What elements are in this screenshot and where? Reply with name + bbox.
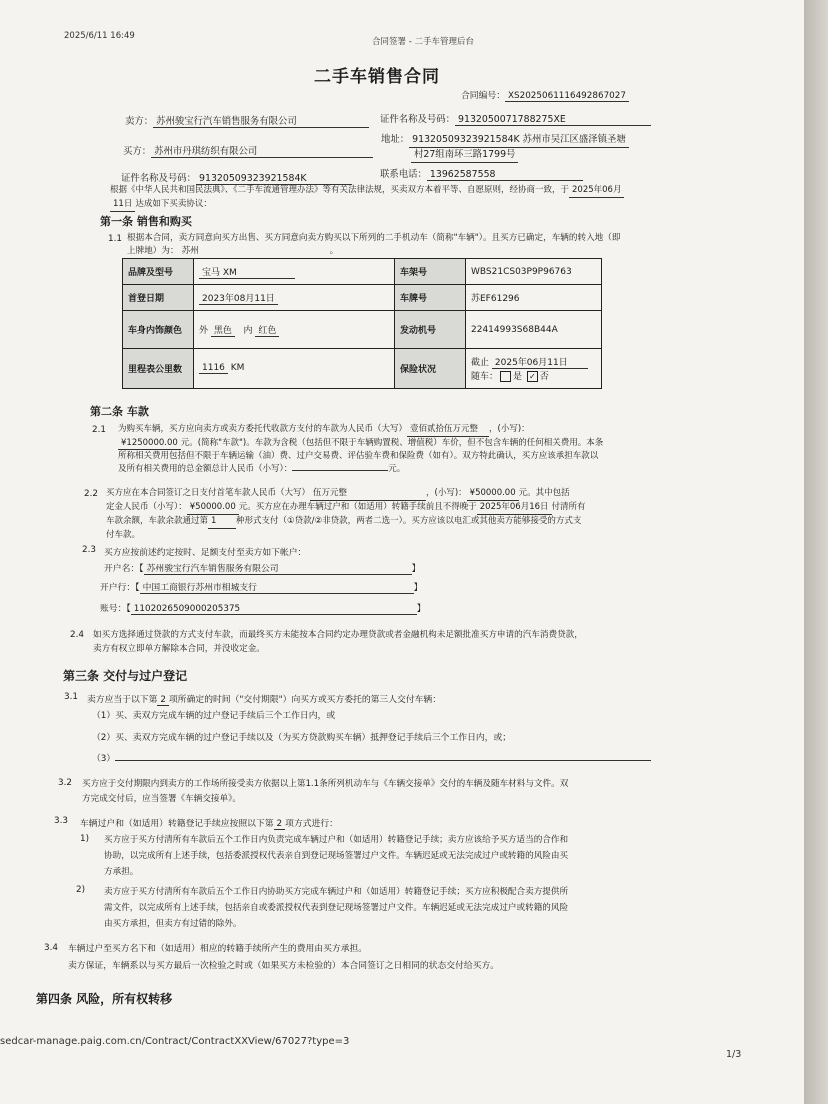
insurance-date: 2025年06月11日 [492,355,588,369]
delivery-option-3: （3） [92,748,651,764]
clause-2-4: 如买方选择通过贷款的方式支付车款，而最终买方未能按本合同约定办理贷款或者金融机构未足额批准买方申请的汽车消费贷款， 卖方有权立即单方解除本合同，并没收定金。 [93,630,583,654]
vin-value: WBS21CS03P9P96763 [466,259,602,285]
clause-2-2-number: 2.2 [84,489,98,499]
plate-value: 苏EF61296 [466,285,602,311]
deposit-amount: ¥50000.00 [187,501,239,515]
vin-label: 车架号 [395,259,466,285]
page-number: 1/3 [726,1049,742,1060]
account-number-row: 账号：【 1102026509000205375 】 [100,604,426,614]
checkbox-no-checked: ✓ [527,371,538,382]
account-name-row: 开户名：【 苏州骏宝行汽车销售服务有限公司 】 [104,561,420,575]
clause-3-2-number: 3.2 [58,778,72,788]
article-3-title: 第三条 交付与过户登记 [63,669,188,683]
mileage-label: 里程表公里数 [123,349,194,389]
registration-place: 苏州 [179,245,330,259]
article-2-title: 第二条 车款 [90,405,149,418]
preamble-date-a: 2025年06月 [569,184,624,198]
clause-2-3-text: 买方应按前述约定按时、足额支付至卖方如下帐户： [104,548,307,558]
phone-row [380,166,583,181]
transfer-option-2: 卖方应于买方付清所有车款后五个工作日内协助买方完成车辆过户和（如适用）转籍登记手续；买方应积极配合卖方提供所 需文件，以完成所有上述手续，包括亲自或委派授权代表到登记现场签署过户文件。车辆迟延或无法完成过户或转籍的风险 由买方承担，但卖方有过错的除外。 [104,887,569,929]
print-datetime: 2025/6/11 16:49 [64,31,135,41]
clause-2-2: 买方应在本合同签订之日支付首笔车款人民币（大写） 伍万元整 ，(小写)： ¥50000.00 元。其中包括 定金人民币（小写）： ¥50000.00 元。买方应在办理车辆过户和（如适用）转籍手续前且不得晚于 2025年06月16日 付清所有 车款余额，车款余款通过第 1 种形式支付（①贷款/②非贷款，两者二选一）。买方应该以电汇或其他卖方能够接受的方式支 付车款。 [106,488,586,540]
clause-3-2: 买方应于交付期限内到卖方的工作场所接受卖方依据以上第1.1条所列机动车与《车辆交接单》交付的车辆及随车材料与文件。双 方完成交付后，应当签署《车辆交接单》。 [82,779,569,804]
mileage-value: 1116 KM [194,349,395,389]
clause-3-1-number: 3.1 [64,692,78,702]
page-title: 二手车销售合同 [314,67,440,87]
address-line-2: 村27组南环三路1799号 [411,148,518,163]
table-row [123,349,602,389]
insurance-value: 截止 2025年06月11日 随车： 是 ✓ 否 [466,349,602,389]
exterior-color: 黑色 [211,323,235,337]
table-row [123,285,602,311]
bank-row: 开户行：【 中国工商银行苏州市相城支行 】 [100,580,422,594]
balance-due-date: 2025年06月16日 [477,501,552,515]
clause-2-1: 为购买车辆，买方应向卖方或卖方委托代收款方支付的车款为人民币（大写） 壹佰贰拾伍万元整 ，(小写)： ¥1250000.00 元。(简称"车款")。车款为含税（包括但不限于车辆购置税、增值税）车价，但不包含车辆的任何相关费用。本条 所称相关费用包括但不限于车辆运输（油）费、过户交易费、评估验车费和保险费（如有）。双方特此确认，买方应该承担车款以 及所有相关费用的总金额总计人民币（小写）： 元。 [118,424,604,474]
color-value: 外 黑色 内 红色 [194,311,395,349]
transfer-option-1-number: 1) [80,834,90,844]
contract-number-value: XS20250611164928670​27 [505,91,629,102]
buyer-cert-row [121,170,352,185]
clause-2-1-number: 2.1 [92,425,106,435]
interior-color: 红色 [255,323,279,337]
transfer-option-2-number: 2) [76,885,86,895]
buyer-label: 买方： [123,146,152,157]
clause-1-1-number: 1.1 [108,234,122,244]
phone-value: 13962587558 [427,169,583,181]
color-label: 车身内饰颜色 [123,311,194,349]
clause-3-1: 卖方应当于以下第 2 项所确定的时间（"交付期限"）向买方或买方委托的第三人交付车辆： [87,695,442,705]
clause-3-3-number: 3.3 [54,816,68,826]
bank-name: 中国工商银行苏州市相城支行 [140,580,414,594]
seller-name: 苏州骏宝行汽车销售服务有限公司 [153,113,369,128]
preamble-date-b: 11日 [110,198,135,212]
brand-value: 宝马 XM [194,259,395,285]
reg-date-value: 2023年08月11日 [194,285,395,311]
vehicle-table [122,258,602,389]
price-amount: ¥1250000.00 [118,437,181,451]
first-payment-amount: ¥50000.00 [467,487,519,501]
clause-3-4-number: 3.4 [44,943,58,953]
print-system-title: 合同签署 - 二手车管理后台 [372,37,474,47]
clause-2-3-number: 2.3 [82,545,96,555]
seller-label: 卖方： [125,116,154,127]
contract-number [461,88,629,102]
buyer-name: 苏州市丹琪纺织有限公司 [151,143,373,158]
plate-label: 车牌号 [395,285,466,311]
engine-label: 发动机号 [395,311,466,349]
buyer-row [123,143,373,158]
delivery-option-1: （1）买、卖双方完成车辆的过户登记手续后三个工作日内，或 [92,711,336,721]
preamble: 根据《中华人民共和国民法典》、《二手车流通管理办法》等有关法律法规，买卖双方本着平等、自愿原则，经协商一致，于 2025年06月 11日 达成如下买卖协议： [110,184,650,212]
payment-method-no: 1 [208,515,236,529]
total-amount-blank [292,470,388,471]
footer-url: sedcar-manage.paig.com.cn/Contract/ContractXXView/67027?type=3 [0,1036,350,1047]
delivery-option-3-blank [115,748,651,761]
buyer-cert-value: 91320509323921584K [196,173,352,185]
buyer-address [381,133,629,163]
account-name: 苏州骏宝行汽车销售服务有限公司 [144,561,412,575]
phone-label: 联系电话： [380,169,427,180]
seller-cert-value: 91320500717882​75XE [455,114,651,126]
first-payment-words: 伍万元整 [310,487,426,501]
clause-3-4: 车辆过户至买方名下和（如适用）相应的转籍手续所产生的费用由买方承担。 卖方保证，车辆系以与买方最后一次检验之时或（如果买方未检验的）本合同签订之日相同的状态交付给买方。 [68,944,500,971]
article-4-title: 第四条 风险，所有权转移 [36,992,173,1006]
clause-3-3: 车辆过户和（如适用）转籍登记手续应按照以下第 2 项方式进行： [80,819,338,829]
seller-cert-label: 证件名称及号码： [380,114,456,125]
transfer-option-no: 2 [274,819,286,830]
brand-label: 品牌及型号 [123,259,194,285]
price-in-words: 壹佰贰拾伍万元整 [407,423,489,437]
engine-value: 22414993S68B44A [466,311,602,349]
seller-row [125,113,369,128]
address-line-1: 91320509323921584K 苏州市吴江区盛泽镇圣塘 [409,133,629,148]
clause-1-1: 根据本合同，卖方同意向买方出售、买方同意向卖方购买以下所列的二手机动车（简称"车辆"）。且买方已确定，车辆的转入地（即 上牌地）为： 苏州 。 [127,232,667,259]
delivery-option-2: （2）买、卖双方完成车辆的过户登记手续以及（为买方贷款购买车辆）抵押登记手续后三个工作日内，或； [92,733,512,743]
address-label: 地址： [381,134,410,145]
transfer-option-1: 买方应于买方付清所有车款后五个工作日内负责完成车辆过户和（如适用）转籍登记手续；卖方应该给予买方适当的合作和 协助，以完成所有上述手续，包括委派授权代表亲自到登记现场签署过户文件。车辆迟延或无法完成过户或转籍的风险由买 方承担。 [104,835,569,877]
insurance-label: 保险状况 [395,349,466,389]
account-number: 1102026509000205375 [131,604,417,615]
seller-cert-row [380,111,651,126]
delivery-option-no: 2 [157,695,169,706]
reg-date-label: 首登日期 [123,285,194,311]
contract-number-label: 合同编号： [461,91,505,101]
buyer-cert-label: 证件名称及号码： [121,173,197,184]
article-1-title: 第一条 销售和购买 [100,215,192,228]
clause-2-4-number: 2.4 [70,630,84,640]
table-row [123,259,602,285]
checkbox-yes [500,371,511,382]
table-row [123,311,602,349]
page-edge-shadow [804,0,828,1104]
